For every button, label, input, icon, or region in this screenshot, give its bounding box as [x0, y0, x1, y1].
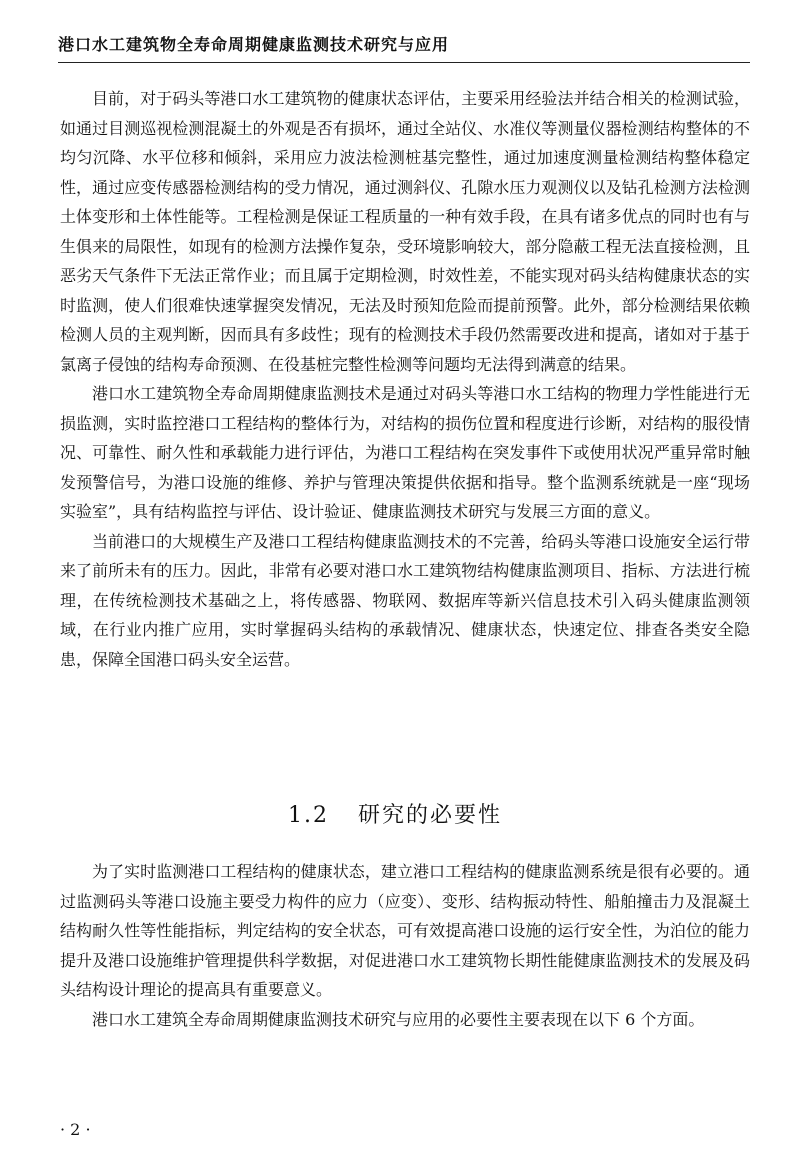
- paragraph: 港口水工建筑全寿命周期健康监测技术研究与应用的必要性主要表现在以下 6 个方面。: [92, 1009, 705, 1029]
- section-number: 1.2: [287, 803, 329, 828]
- page-number: · 2 ·: [60, 1120, 91, 1139]
- paragraph: 港口水工建筑物全寿命周期健康监测技术是通过对码头等港口水工结构的物理力学性能进行无损监测，实时监控港口工程结构的整体行为，对结构的损伤位置和程度进行诊断，对结构的服役情况、可靠性、耐久性和承载能力进行评估，为港口工程结构在突发事件下或使用状况严重异常时触发预警信号，为港口设施的维修、养护与管理决策提供依据和指导。整个监测系统就是一座“现场实验室”，具有结构监控与评估、设计验证、健康监测技术研究与发展三方面的意义。: [60, 384, 750, 521]
- section-title: 研究的必要性: [357, 803, 502, 828]
- section-1-1-body: [60, 84, 750, 674]
- paragraph: 目前，对于码头等港口水工建筑物的健康状态评估，主要采用经验法并结合相关的检测试验，如通过目测巡视检测混凝土的外观是否有损坏，通过全站仪、水准仪等测量仪器检测结构整体的不均匀沉降、水平位移和倾斜，采用应力波法检测桩基完整性，通过加速度测量检测结构整体稳定性，通过应变传感器检测结构的受力情况，通过测斜仪、孔隙水压力观测仪以及钻孔检测方法检测土体变形和土体性能等。工程检测是保证工程质量的一种有效手段，在具有诸多优点的同时也有与生俱来的局限性，如现有的检测方法操作复杂，受环境影响较大，部分隐蔽工程无法直接检测，且恶劣天气条件下无法正常作业；而且属于定期检测，时效性差，不能实现对码头结构健康状态的实时监测，使人们很难快速掌握突发情况，无法及时预知危险而提前预警。此外，部分检测结果依赖检测人员的主观判断，因而具有多歧性；现有的检测技术手段仍然需要改进和提高，诸如对于基于氯离子侵蚀的结构寿命预测、在役基桩完整性检测等问题均无法得到满意的结果。: [60, 89, 750, 374]
- paragraph: 为了实时监测港口工程结构的健康状态，建立港口工程结构的健康监测系统是很有必要的。通过监测码头等港口设施主要受力构件的应力（应变）、变形、结构振动特性、船舶撞击力及混凝土结构耐久性等性能指标，判定结构的安全状态，可有效提高港口设施的运行安全性，为泊位的能力提升及港口设施维护管理提供科学数据，对促进港口水工建筑物长期性能健康监测技术的发展及码头结构设计理论的提高具有重要意义。: [60, 862, 750, 999]
- running-header: 港口水工建筑物全寿命周期健康监测技术研究与应用: [58, 34, 750, 63]
- section-heading: [0, 798, 790, 829]
- paragraph: 当前港口的大规模生产及港口工程结构健康监测技术的不完善，给码头等港口设施安全运行带来了前所未有的压力。因此，非常有必要对港口水工建筑物结构健康监测项目、指标、方法进行梳理，在传统检测技术基础之上，将传感器、物联网、数据库等新兴信息技术引入码头健康监测领域，在行业内推广应用，实时掌握码头结构的承载情况、健康状态，快速定位、排查各类安全隐患，保障全国港口码头安全运营。: [60, 531, 750, 669]
- section-1-2-body: [60, 857, 750, 1034]
